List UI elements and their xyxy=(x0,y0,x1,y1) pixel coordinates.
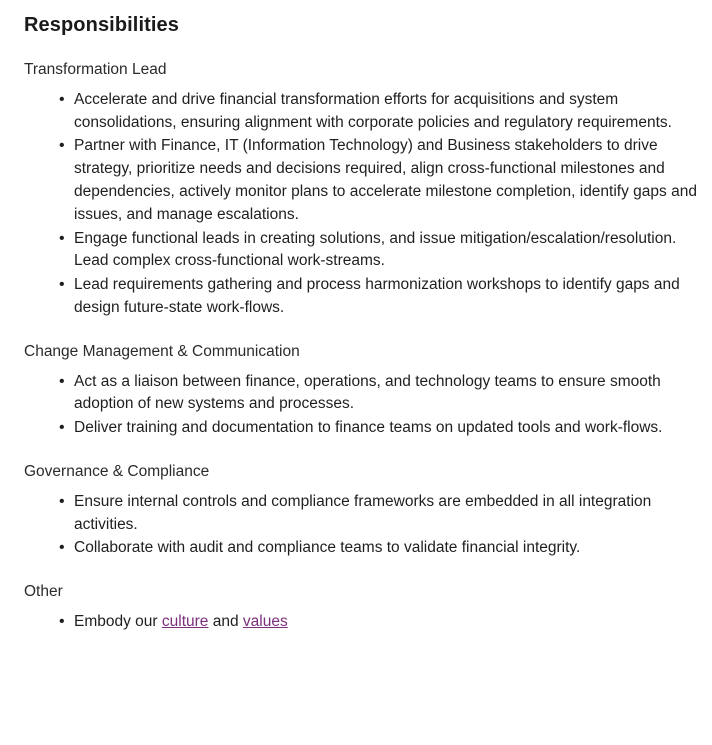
bullet-list-change-management xyxy=(24,371,698,440)
list-item: • Engage functional leads in creating solutions, and issue mitigation/escalation/resolution. Lead complex cross-functional work-streams. xyxy=(24,228,698,274)
section-heading-change-management: Change Management & Communication xyxy=(24,342,300,360)
section-heading-other: Other xyxy=(24,583,63,601)
bullet-list-governance-compliance xyxy=(24,491,698,560)
bullet-list-other xyxy=(24,611,698,634)
list-item: • Ensure internal controls and compliance frameworks are embedded in all integration activities. xyxy=(24,491,698,537)
other-bullet-prefix: Embody our xyxy=(74,613,162,631)
section-heading-transformation-lead: Transformation Lead xyxy=(24,61,167,78)
culture-link[interactable]: culture xyxy=(161,613,209,631)
other-bullet-middle: and xyxy=(208,613,243,631)
page-title: Responsibilities xyxy=(24,14,179,36)
values-link[interactable]: values xyxy=(242,613,288,631)
list-item: • Collaborate with audit and compliance teams to validate financial integrity. xyxy=(24,537,698,560)
list-item: • Deliver training and documentation to finance teams on updated tools and work-flows. xyxy=(24,417,698,440)
bullet-list-transformation-lead xyxy=(24,89,698,320)
list-item: • Accelerate and drive financial transformation efforts for acquisitions and system consolidations, ensuring alignment with corporate policies and regulatory requirements. xyxy=(24,89,698,135)
section-heading-governance-compliance: Governance & Compliance xyxy=(24,463,210,480)
list-item xyxy=(24,611,698,634)
list-item: • Partner with Finance, IT (Information Technology) and Business stakeholders to drive strategy, prioritize needs and decisions required, align cross-functional milestones and dependencies, actively monitor plans to accelerate milestone completion, identify gaps and issues, and manage escalations. xyxy=(24,135,698,226)
list-item: • Act as a liaison between finance, operations, and technology teams to ensure smooth adoption of new systems and processes. xyxy=(24,371,698,417)
list-item: • Lead requirements gathering and process harmonization workshops to identify gaps and design future-state work-flows. xyxy=(24,274,698,320)
